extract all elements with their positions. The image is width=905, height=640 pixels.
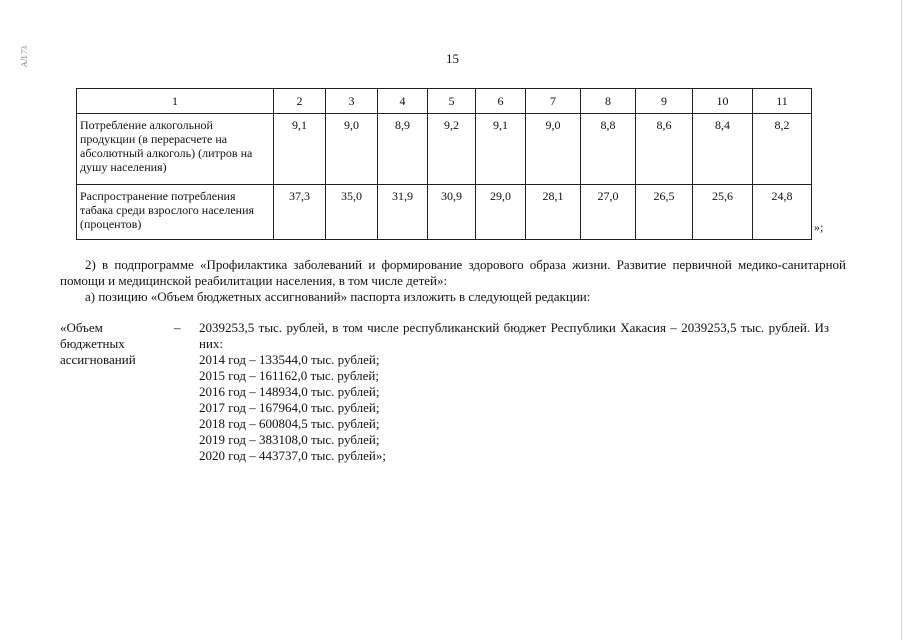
header-cell: 8 xyxy=(581,89,636,114)
value-cell: 35,0 xyxy=(326,185,378,240)
header-cell: 11 xyxy=(753,89,812,114)
value-cell: 8,9 xyxy=(378,114,428,185)
budget-year-line: 2018 год – 600804,5 тыс. рублей; xyxy=(199,416,380,431)
amendment-paragraph: 2) в подпрограмме «Профилактика заболеваний и формирование здорового образа жизни. Развитие первичной медико-санитарной помощи и медицинской реабилитации населения, в том числе детей»: xyxy=(60,257,846,288)
page-edge xyxy=(901,0,902,640)
header-cell: 7 xyxy=(526,89,581,114)
budget-entry-label: «Объем бюджетных ассигнований xyxy=(60,320,136,367)
value-cell: 24,8 xyxy=(753,185,812,240)
page-number: 15 xyxy=(446,51,459,66)
indicators-table xyxy=(76,88,812,240)
header-cell: 3 xyxy=(326,89,378,114)
value-cell: 9,1 xyxy=(274,114,326,185)
table-row-tobacco xyxy=(77,185,812,240)
value-cell: 37,3 xyxy=(274,185,326,240)
header-cell: 9 xyxy=(636,89,693,114)
value-cell: 9,2 xyxy=(428,114,476,185)
value-cell: 9,1 xyxy=(476,114,526,185)
value-cell: 9,0 xyxy=(326,114,378,185)
header-cell: 4 xyxy=(378,89,428,114)
value-cell: 9,0 xyxy=(526,114,581,185)
header-cell: 2 xyxy=(274,89,326,114)
value-cell: 8,4 xyxy=(693,114,753,185)
budget-entry-dash: – xyxy=(174,320,181,335)
header-cell: 10 xyxy=(693,89,753,114)
value-cell: 26,5 xyxy=(636,185,693,240)
header-cell: 1 xyxy=(77,89,274,114)
value-cell: 28,1 xyxy=(526,185,581,240)
row-label: Распространение потребления табака среди взрослого населения (процентов) xyxy=(77,185,274,240)
budget-year-line: 2019 год – 383108,0 тыс. рублей; xyxy=(199,432,380,447)
budget-year-line: 2017 год – 167964,0 тыс. рублей; xyxy=(199,400,380,415)
value-cell: 25,6 xyxy=(693,185,753,240)
table-closing-quote: »; xyxy=(814,220,824,234)
budget-summary: 2039253,5 тыс. рублей, в том числе республиканский бюджет Республики Хакасия – 2039253,5 тыс. рублей. Из них: xyxy=(199,320,829,351)
header-cell: 5 xyxy=(428,89,476,114)
table-header-row xyxy=(77,89,812,114)
amendment-subparagraph: а) позицию «Объем бюджетных ассигнований» паспорта изложить в следующей редакции: xyxy=(85,289,591,304)
row-label: Потребление алкогольной продукции (в перерасчете на абсолютный алкоголь) (литров на душу населения) xyxy=(77,114,274,185)
value-cell: 8,8 xyxy=(581,114,636,185)
budget-year-line: 2014 год – 133544,0 тыс. рублей; xyxy=(199,352,380,367)
value-cell: 30,9 xyxy=(428,185,476,240)
header-cell: 6 xyxy=(476,89,526,114)
side-mark: АЛ 73 xyxy=(20,46,29,68)
table-row-alcohol xyxy=(77,114,812,185)
budget-entry-body xyxy=(199,320,829,464)
value-cell: 27,0 xyxy=(581,185,636,240)
budget-year-line: 2016 год – 148934,0 тыс. рублей; xyxy=(199,384,380,399)
value-cell: 31,9 xyxy=(378,185,428,240)
value-cell: 8,2 xyxy=(753,114,812,185)
budget-year-line: 2015 год – 161162,0 тыс. рублей; xyxy=(199,368,379,383)
budget-year-line: 2020 год – 443737,0 тыс. рублей»; xyxy=(199,448,386,463)
value-cell: 29,0 xyxy=(476,185,526,240)
value-cell: 8,6 xyxy=(636,114,693,185)
